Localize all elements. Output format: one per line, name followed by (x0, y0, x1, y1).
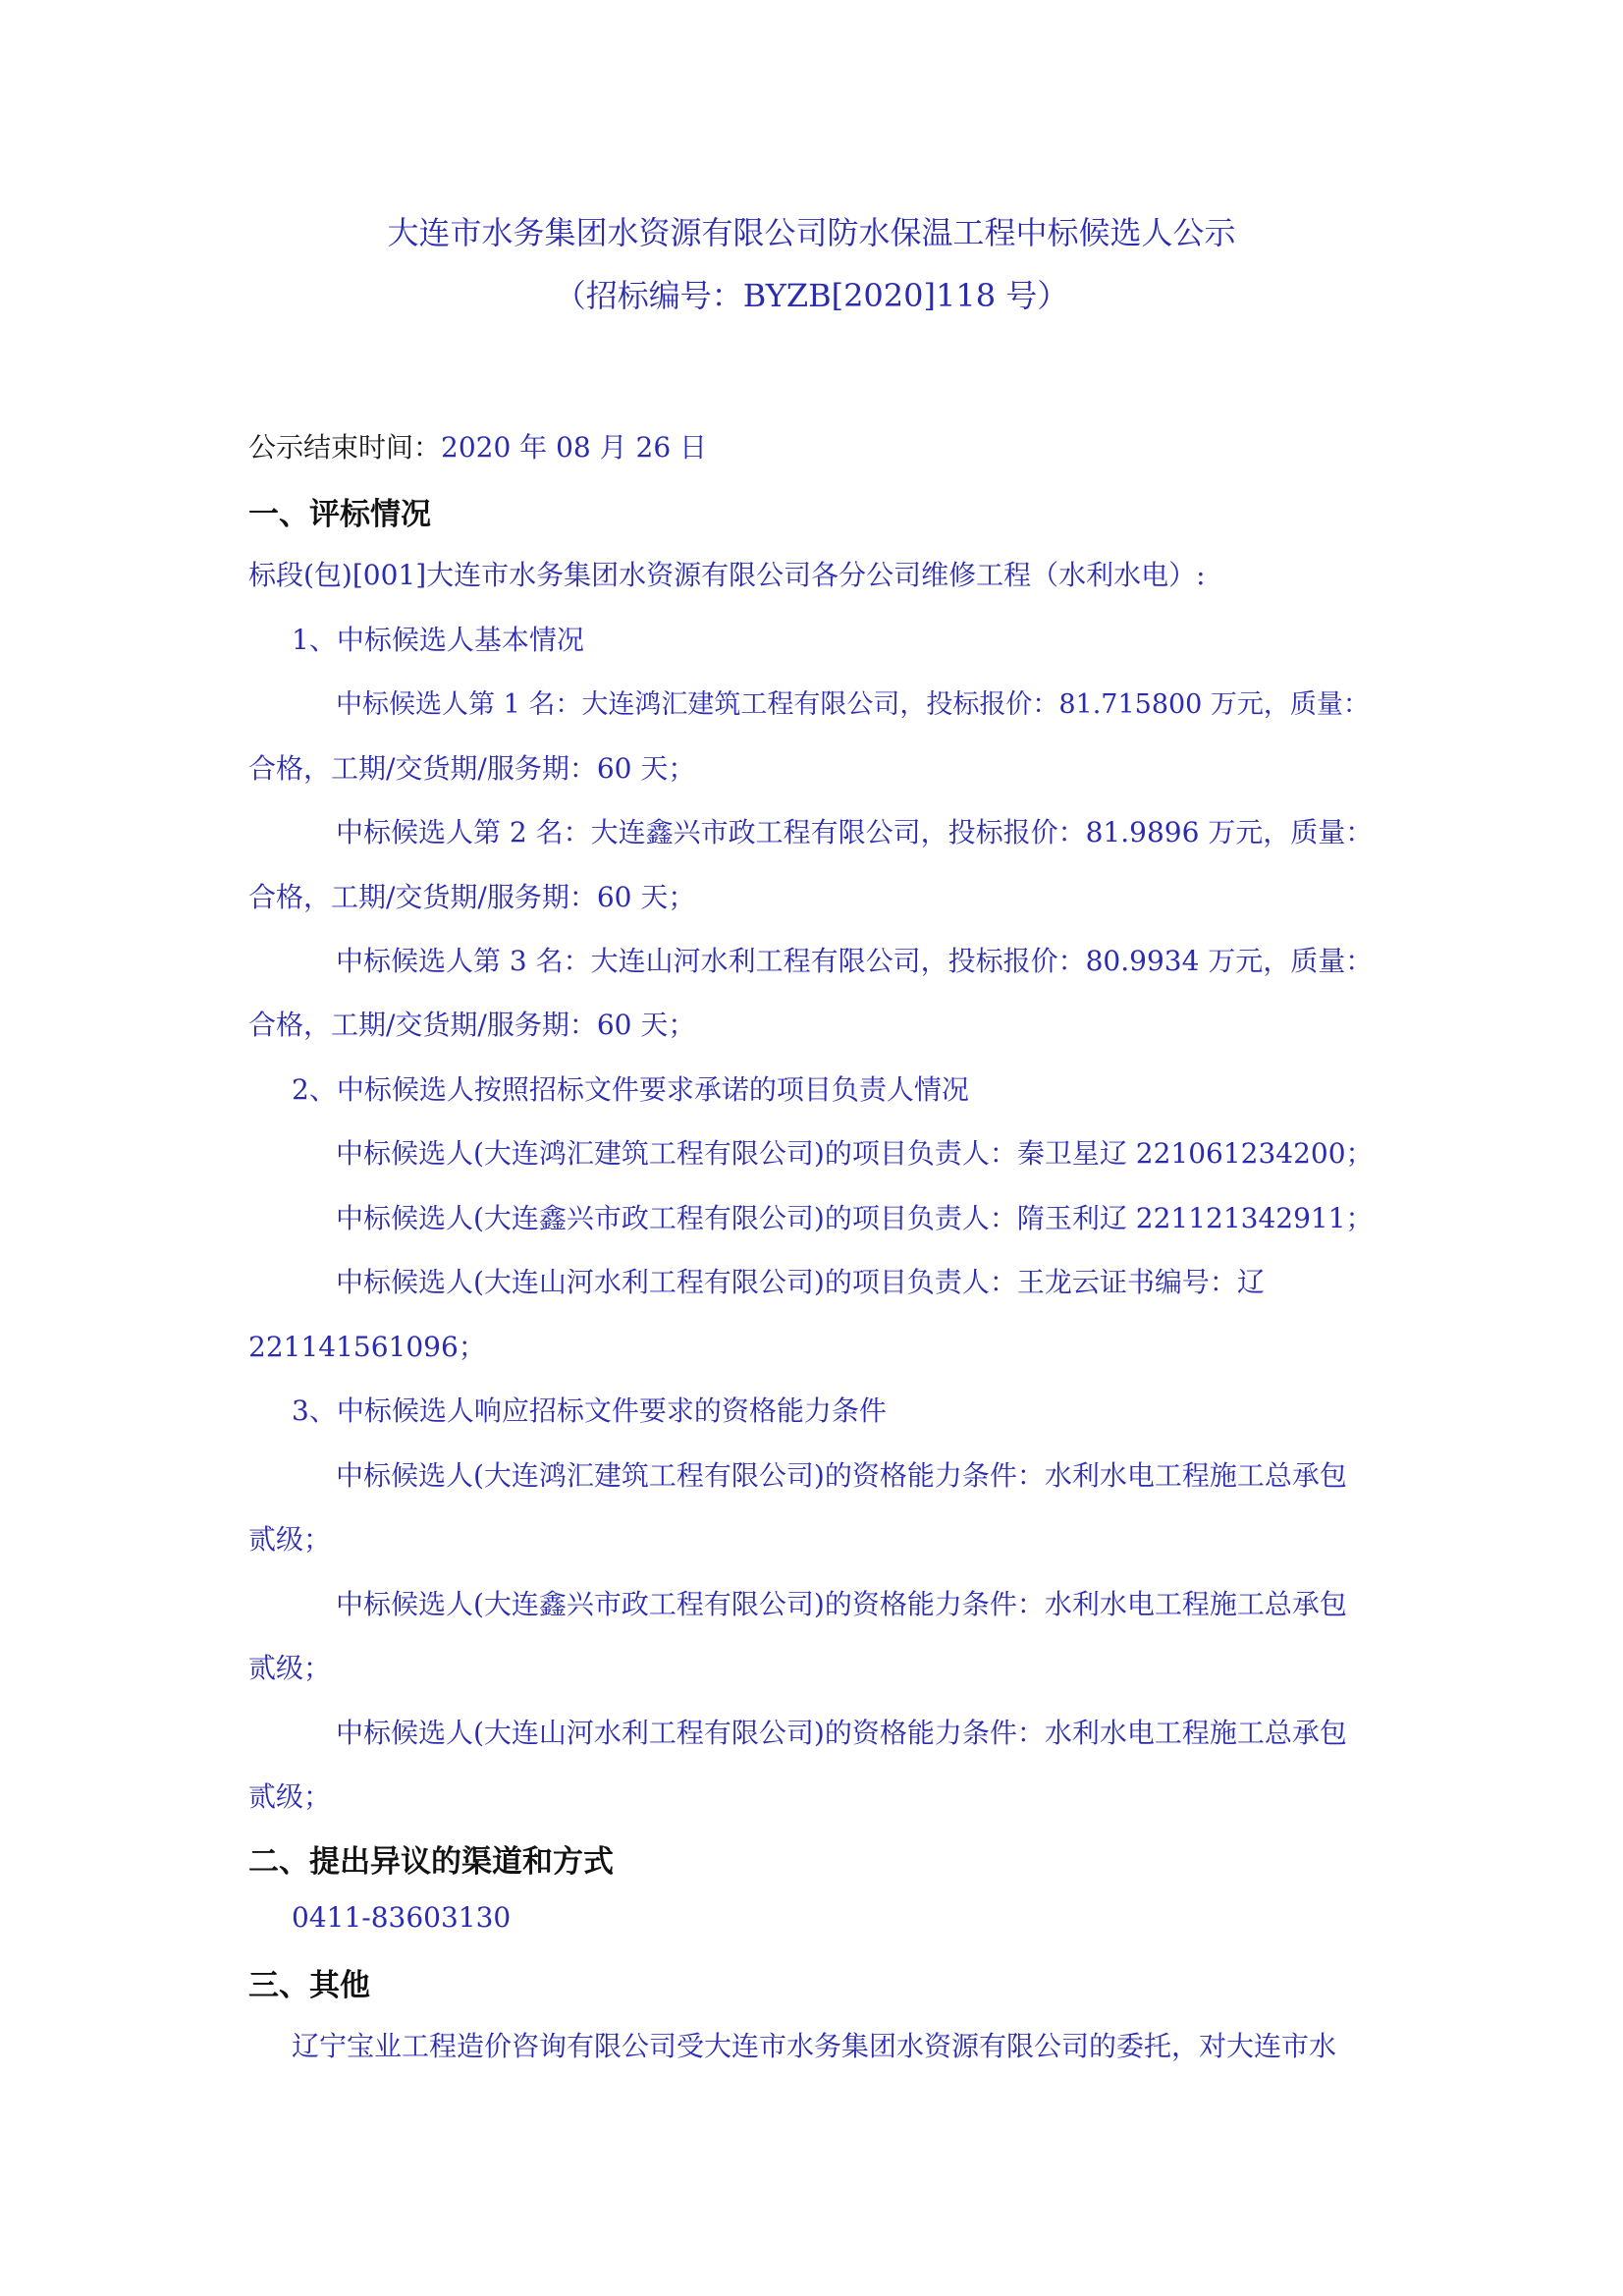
subsection-3-heading: 3、中标候选人响应招标文件要求的资格能力条件 (292, 1394, 887, 1427)
subsection-1-heading: 1、中标候选人基本情况 (292, 624, 584, 656)
other-text: 辽宁宝业工程造价咨询有限公司受大连市水务集团水资源有限公司的委托，对大连市水 (292, 2030, 1337, 2062)
qualification-2-line2: 贰级； (248, 1652, 332, 1684)
project-manager-2: 中标候选人(大连鑫兴市政工程有限公司)的项目负责人：隋玉利辽 221121342911； (336, 1202, 1374, 1234)
qualification-3-line2: 贰级； (248, 1780, 332, 1813)
document-title: 大连市水务集团水资源有限公司防水保温工程中标候选人公示 (387, 214, 1236, 251)
end-time-label: 公示结束时间： (248, 431, 442, 464)
objection-phone: 0411-83603130 (292, 1901, 512, 1934)
qualification-1-line1: 中标候选人(大连鸿汇建筑工程有限公司)的资格能力条件：水利水电工程施工总承包 (336, 1459, 1347, 1492)
section-1-heading: 一、评标情况 (248, 497, 431, 532)
project-manager-1: 中标候选人(大连鸿汇建筑工程有限公司)的项目负责人：秦卫星辽 221061234200； (336, 1137, 1374, 1170)
subsection-2-heading: 2、中标候选人按照招标文件要求承诺的项目负责人情况 (292, 1073, 969, 1106)
candidate-3-line1: 中标候选人第 3 名：大连山河水利工程有限公司，投标报价：80.9934 万元，质量： (336, 945, 1374, 977)
section-2-heading: 二、提出异议的渠道和方式 (248, 1844, 614, 1880)
candidate-3-line2: 合格，工期/交货期/服务期：60 天； (248, 1009, 696, 1041)
candidate-1-line1: 中标候选人第 1 名：大连鸿汇建筑工程有限公司，投标报价：81.715800 万元，质量： (336, 689, 1370, 720)
end-time-value: 2020 年 08 月 26 日 (441, 431, 708, 464)
qualification-3-line1: 中标候选人(大连山河水利工程有限公司)的资格能力条件：水利水电工程施工总承包 (336, 1717, 1347, 1749)
qualification-2-line1: 中标候选人(大连鑫兴市政工程有限公司)的资格能力条件：水利水电工程施工总承包 (336, 1588, 1347, 1620)
project-manager-3-cont: 221141561096； (248, 1331, 486, 1363)
section-3-heading: 三、其他 (248, 1968, 370, 2003)
candidate-1-line2: 合格，工期/交货期/服务期：60 天； (248, 752, 696, 785)
lot-description: 标段(包)[001]大连市水务集团水资源有限公司各分公司维修工程（水利水电）: (248, 559, 1206, 591)
candidate-2-line2: 合格，工期/交货期/服务期：60 天； (248, 881, 696, 913)
qualification-1-line2: 贰级； (248, 1523, 332, 1556)
publication-end-time (248, 426, 707, 465)
tender-number: （招标编号：BYZB[2020]118 号） (554, 277, 1069, 314)
project-manager-3: 中标候选人(大连山河水利工程有限公司)的项目负责人：王龙云证书编号：辽 (336, 1266, 1265, 1298)
candidate-2-line1: 中标候选人第 2 名：大连鑫兴市政工程有限公司，投标报价：81.9896 万元，质量： (336, 816, 1374, 848)
